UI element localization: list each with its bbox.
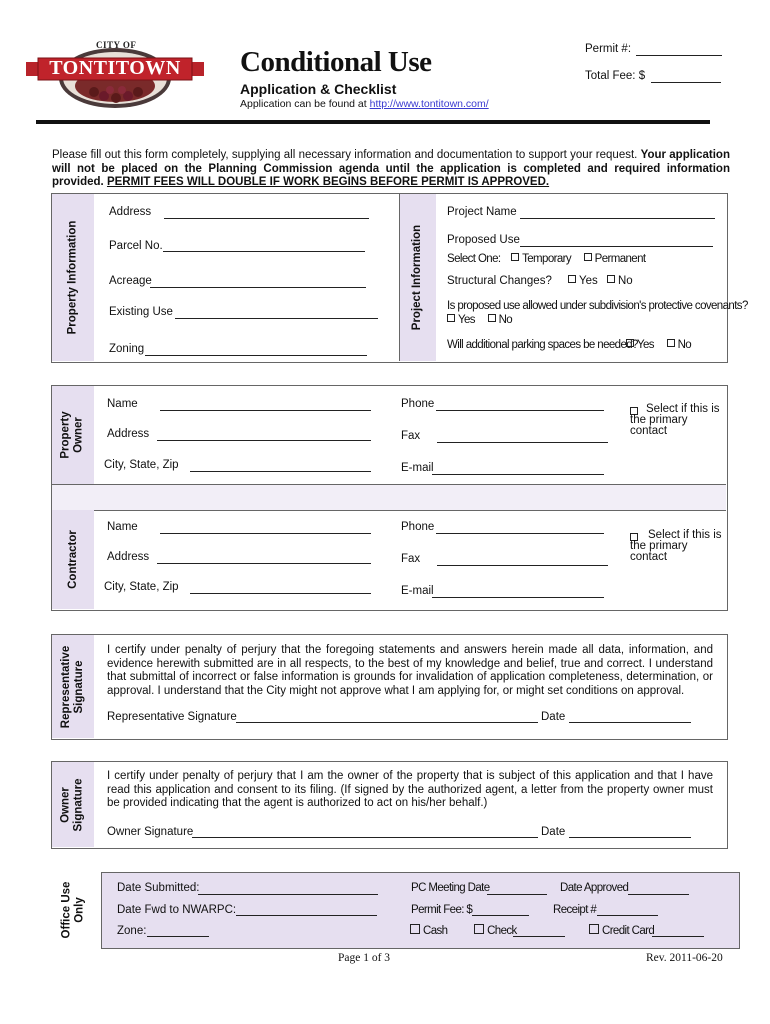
office-label: Office Use Only (60, 881, 86, 938)
covenants-no-checkbox[interactable] (488, 314, 496, 322)
structural-no-label: No (617, 275, 633, 287)
site-link[interactable]: http://www.tontitown.com/ (369, 98, 489, 110)
contractor-primary-contact[interactable] (630, 530, 722, 563)
owner-signature-label: Owner Signature (107, 826, 194, 838)
owner-signature-input[interactable] (192, 826, 538, 838)
owner-sig-label: Owner Signature (60, 777, 86, 832)
contractor-phone-input[interactable] (436, 522, 604, 534)
contractor-fax-input[interactable] (437, 554, 608, 566)
contractor-phone-label: Phone (401, 521, 435, 533)
select-one-label: Select One: (447, 253, 501, 265)
credit-checkbox[interactable] (589, 924, 599, 934)
rep-date-label: Date (541, 711, 566, 723)
owner-certification-text: I certify under penalty of perjury that I am the owner of the property that is subject of this application and that I have read this application and consent to its filing. (If signed by the authorized agent, a letter from the property owner must be provided indicating that the agent is authorized to act on his/her behalf.) (107, 770, 713, 809)
owner-city-label: City, State, Zip (104, 459, 179, 471)
existing-use-label: Existing Use (109, 306, 173, 318)
structural-options (568, 275, 633, 287)
header-rule (36, 120, 710, 124)
found-at-text (240, 98, 489, 110)
structural-no-option[interactable] (607, 275, 633, 287)
logo-name: TONTITOWN (49, 57, 181, 79)
owner-name-label: Name (107, 398, 138, 410)
project-info-label-cell (399, 194, 436, 361)
intro-text: Please fill out this form completely, supplying all necessary information and documentation to support your request. (52, 149, 638, 161)
owner-name-input[interactable] (160, 399, 371, 411)
city-logo (24, 38, 206, 108)
payment-options (410, 924, 517, 937)
acreage-input[interactable] (150, 276, 366, 288)
select-one-row (447, 253, 646, 265)
address-input[interactable] (164, 207, 369, 219)
parking-yes-option[interactable] (626, 339, 654, 351)
rep-sig-label-cell (52, 635, 94, 738)
proposed-use-input[interactable] (520, 235, 713, 247)
project-name-input[interactable] (520, 207, 715, 219)
parking-no-checkbox[interactable] (667, 339, 675, 347)
rep-signature-input[interactable] (236, 711, 538, 723)
pc-meeting-input[interactable] (487, 883, 547, 895)
contractor-label: Contractor (66, 530, 79, 589)
permanent-label: Permanent (594, 253, 646, 265)
owner-date-input[interactable] (569, 826, 691, 838)
date-fwd-label: Date Fwd to NWARPC: (117, 904, 237, 916)
structural-yes-option[interactable] (568, 275, 598, 287)
project-info-label: Project Information (411, 224, 424, 331)
property-info-label: Property Information (66, 220, 79, 335)
covenants-options (447, 314, 512, 326)
permit-fee-input[interactable] (472, 904, 529, 916)
pc-meeting-label: PC Meeting Date (411, 882, 490, 894)
date-submitted-input[interactable] (198, 883, 378, 895)
contractor-primary-label: Select if this is the primary contact (630, 529, 722, 563)
temporary-label: Temporary (522, 253, 572, 265)
contractor-email-label: E-mail (401, 585, 434, 597)
zone-input[interactable] (147, 925, 209, 937)
credit-option[interactable] (589, 924, 654, 937)
parking-options (626, 339, 691, 351)
zoning-label: Zoning (109, 343, 145, 355)
existing-use-input[interactable] (175, 307, 378, 319)
owner-phone-input[interactable] (436, 399, 604, 411)
owner-city-input[interactable] (190, 460, 371, 472)
parking-question: Will additional parking spaces be needed? (447, 339, 638, 351)
date-fwd-input[interactable] (236, 904, 377, 916)
structural-yes-checkbox[interactable] (568, 275, 576, 283)
fee-label: Total Fee: $ (585, 70, 646, 82)
covenants-yes-checkbox[interactable] (447, 314, 455, 322)
parking-no-label: No (677, 339, 692, 351)
parcel-input[interactable] (163, 240, 365, 252)
check-number-input[interactable] (513, 925, 565, 937)
permanent-option[interactable] (584, 253, 646, 265)
contractor-label-cell (52, 510, 94, 609)
contractor-fax-label: Fax (401, 553, 421, 565)
intro-bold: Your application will not be placed on the Planning Commission agenda until the application is completed and required information provided. (52, 149, 730, 188)
parking-yes-label: Yes (637, 339, 654, 351)
rep-signature-label: Representative Signature (107, 711, 237, 723)
total-fee-field[interactable] (585, 70, 645, 82)
date-submitted-label: Date Submitted: (117, 882, 200, 894)
intro-underline: PERMIT FEES WILL DOUBLE IF WORK BEGINS BEFORE PERMIT IS APPROVED. (106, 176, 550, 188)
credit-label: Credit Card (602, 925, 655, 937)
parking-no-option[interactable] (667, 339, 692, 351)
parking-yes-checkbox[interactable] (626, 339, 634, 347)
check-checkbox[interactable] (474, 924, 484, 934)
logo-top-text: CITY OF (96, 40, 137, 50)
rep-sig-label: Representative Signature (60, 645, 85, 728)
intro-paragraph (52, 149, 730, 190)
temporary-option[interactable] (511, 253, 571, 265)
contractor-address-input[interactable] (157, 552, 371, 564)
section-separator (52, 484, 726, 511)
receipt-label: Receipt # (553, 904, 597, 916)
covenants-no-option[interactable] (488, 314, 513, 326)
contractor-email-input[interactable] (432, 586, 604, 598)
credit-input[interactable] (652, 925, 704, 937)
check-option[interactable] (474, 925, 517, 937)
property-info-label-cell (52, 194, 94, 361)
owner-email-input[interactable] (432, 463, 604, 475)
contractor-name-label: Name (107, 521, 138, 533)
zone-label: Zone: (117, 925, 147, 937)
permit-fee-label: Permit Fee: $ (411, 904, 473, 916)
structural-yes-label: Yes (579, 275, 598, 287)
date-approved-label: Date Approved (560, 882, 629, 894)
address-label: Address (109, 206, 152, 218)
page-title: Conditional Use (240, 46, 432, 78)
permit-label: Permit #: (585, 43, 632, 55)
structural-label: Structural Changes? (447, 275, 552, 287)
contractor-city-input[interactable] (190, 582, 371, 594)
permit-line (636, 44, 722, 56)
zoning-input[interactable] (145, 344, 367, 356)
cash-checkbox[interactable] (410, 924, 420, 934)
owner-fax-label: Fax (401, 430, 421, 442)
check-label: Check (487, 925, 517, 937)
owner-label: Property Owner (60, 411, 86, 459)
owner-label-cell (52, 386, 94, 484)
owner-address-label: Address (107, 428, 150, 440)
revision-date: Rev. 2011-06-20 (646, 952, 723, 964)
parcel-label: Parcel No. (109, 240, 163, 252)
rep-date-input[interactable] (569, 711, 691, 723)
date-approved-input[interactable] (628, 883, 689, 895)
covenants-yes-label: Yes (458, 314, 475, 326)
permanent-checkbox[interactable] (584, 253, 592, 261)
permit-number-field[interactable] (585, 43, 631, 55)
cash-label: Cash (423, 925, 448, 937)
project-name-label: Project Name (447, 206, 517, 218)
office-label-cell (52, 872, 94, 947)
page-number: Page 1 of 3 (338, 952, 391, 964)
acreage-label: Acreage (109, 275, 152, 287)
owner-phone-label: Phone (401, 398, 435, 410)
contractor-address-label: Address (107, 551, 150, 563)
owner-date-label: Date (541, 826, 566, 838)
owner-sig-label-cell (52, 762, 94, 847)
fee-line (651, 71, 721, 83)
cash-option[interactable] (410, 925, 447, 937)
proposed-use-label: Proposed Use (447, 234, 520, 246)
found-at-label: Application can be found at (240, 98, 370, 110)
owner-email-label: E-mail (401, 462, 434, 474)
owner-fax-input[interactable] (437, 431, 608, 443)
structural-no-checkbox[interactable] (607, 275, 615, 283)
contractor-name-input[interactable] (160, 522, 371, 534)
contractor-city-label: City, State, Zip (104, 581, 179, 593)
covenants-question: Is proposed use allowed under subdivision's protective covenants? (447, 300, 748, 312)
owner-primary-contact[interactable] (630, 404, 720, 437)
receipt-input[interactable] (597, 904, 658, 916)
covenants-yes-option[interactable] (447, 314, 475, 326)
covenants-no-label: No (498, 314, 513, 326)
owner-primary-label: Select if this is the primary contact (630, 403, 720, 437)
rep-certification-text: I certify under penalty of perjury that the foregoing statements and answers herein made all data, information, and evidence herewith submitted are in all respects, to the best of my knowledge and belief, true and correct. I understand that submittal of incorrect or false information is grounds for invalidation of application completeness, determination, or approval. I understand that the City might not approve what I am applying for, or might set conditions on approval. (107, 644, 713, 697)
page-subtitle: Application & Checklist (240, 81, 397, 97)
owner-address-input[interactable] (157, 429, 371, 441)
temporary-checkbox[interactable] (511, 253, 519, 261)
